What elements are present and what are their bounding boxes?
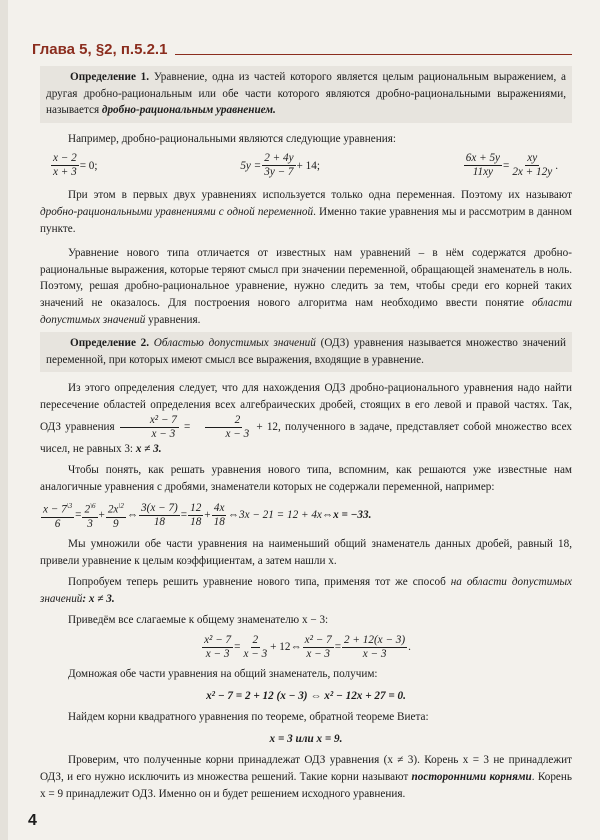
- fraction-denominator: x − 3: [306, 647, 331, 660]
- fraction-numerator: [106, 500, 126, 518]
- definition-2-box: [40, 332, 572, 372]
- period: .: [408, 641, 411, 654]
- fraction-denominator: 11xy: [472, 166, 494, 179]
- paragraph-multiply-denominator: Домножая обе части уравнения на общий знаменатель, получим:: [68, 667, 378, 680]
- odz-fraction-2: [196, 414, 252, 441]
- fraction-denominator: 18: [190, 516, 202, 529]
- fraction-numerator: x² − 7: [120, 414, 179, 428]
- numerator-text: 2x: [107, 504, 119, 517]
- equals-sign: =: [334, 641, 342, 654]
- fraction-numerator: 4x: [213, 502, 225, 515]
- plus-term: + 12: [270, 641, 291, 654]
- chain-step-linear: 3x − 21 = 12 + 4x: [238, 509, 322, 522]
- roots-equation: x = 3 или x = 9.: [269, 732, 343, 745]
- fraction-numerator: 2: [205, 414, 243, 428]
- chain-fraction-5: [188, 502, 203, 529]
- common-fraction-c: [303, 634, 334, 661]
- fraction-denominator: 18: [153, 516, 165, 529]
- definition-2-text: (ОДЗ) уравнения называется множество значений переменной, при которых имеют смысл все выражения, входящие в уравнение.: [46, 337, 566, 366]
- example-3: [463, 152, 558, 179]
- common-fraction-d: [342, 634, 407, 661]
- numerator-text: x − 7: [43, 504, 67, 517]
- paragraph-odz: [40, 380, 572, 457]
- example-equation-chain: [40, 500, 572, 531]
- odz-condition: x ≠ 3.: [135, 442, 162, 455]
- definition-2: [46, 335, 566, 368]
- fraction-numerator: 3(x − 7): [141, 502, 178, 515]
- paragraph-recall: Чтобы понять, как решать уравнения нового типа, вспомним, как решаются уже известные нам аналогичные уравнения с дробями, знаменатели которых не содержали переменной, например:: [40, 464, 572, 493]
- definition-1-box: [40, 66, 572, 123]
- chain-fraction-1: [41, 500, 74, 531]
- multiplier-mark: \6: [90, 502, 96, 511]
- example-2-lhs: 5y =: [240, 159, 262, 172]
- fraction-numerator: [41, 500, 74, 518]
- fraction-numerator: x² − 7: [204, 633, 232, 646]
- example-3-rest: .: [555, 159, 558, 172]
- chapter-header: [32, 38, 572, 58]
- fraction-denominator: 9: [113, 518, 119, 531]
- equivalence-arrow: ⇔: [321, 509, 334, 522]
- fraction-numerator: 2 + 4y: [264, 152, 294, 165]
- chain-fraction-4: [139, 502, 180, 529]
- fraction-denominator: x − 3: [225, 427, 250, 440]
- paragraph-common-denominator: Приведём все слагаемые к общему знаменателю x − 3:: [68, 614, 329, 627]
- fraction-numerator: 2 + 12(x − 3): [344, 633, 406, 646]
- paragraph-check: [40, 752, 572, 802]
- equals-sign: =: [503, 159, 510, 172]
- definition-1: [46, 69, 566, 119]
- fraction-denominator: 18: [213, 516, 225, 529]
- example-1-rest: = 0;: [79, 159, 98, 172]
- page-edge-shadow: [0, 0, 8, 840]
- examples-equations: [40, 152, 572, 179]
- plus-sign: +: [204, 509, 211, 522]
- multiplier-mark: \2: [118, 502, 124, 511]
- example-2-rest: + 14;: [296, 159, 320, 172]
- fraction-numerator: [82, 500, 97, 518]
- example-1-fraction: [51, 152, 79, 179]
- fraction-numerator: 2: [252, 633, 259, 646]
- fraction-denominator: x − 3: [243, 647, 268, 660]
- equals-sign: =: [234, 641, 241, 654]
- paragraph-vieta: Найдем корни квадратного уравнения по теореме, обратной теореме Виета:: [68, 711, 429, 724]
- fraction-denominator: x + 3: [53, 166, 77, 179]
- fraction-numerator: x − 2: [53, 152, 77, 165]
- equals-sign: =: [179, 420, 195, 433]
- bold-term: посторонними корнями: [411, 770, 532, 783]
- fraction-denominator: 3: [87, 518, 93, 531]
- paragraph-tail: , полученного в задаче, представляет собой множество всех чисел, не равных 3:: [40, 420, 572, 455]
- fraction-denominator: 2x + 12y: [512, 166, 553, 179]
- paragraph-try: [40, 574, 572, 607]
- paragraph-tail: уравнения.: [145, 313, 201, 326]
- italic-term: области допустимых значений: [40, 296, 572, 326]
- paragraph-text: Уравнение нового типа отличается от известных нам уравнений – в нём содержатся дробно-рациональные выражения, которые теряют смысл при значении переменной, обращающей знаменатель в ноль. Поэтому, решая дробно-рациональное уравнение, нужно следить за тем, чтобы среди его корней таких значений не оказалось. Для построения нового алгоритма нам необходимо ввести понятие: [40, 247, 572, 309]
- definition-1-term: дробно-рациональным уравнением.: [101, 104, 276, 117]
- equivalence-arrow: ⇔: [227, 509, 239, 522]
- paragraph-new-type: [40, 245, 572, 328]
- paragraph-text: Попробуем теперь решить уравнение нового типа, применяя тот же способ: [68, 576, 451, 589]
- fraction-denominator: x − 3: [362, 647, 387, 660]
- example-2: [240, 152, 320, 179]
- fraction-numerator: 12: [190, 502, 202, 515]
- odz-fraction-1: [120, 414, 179, 441]
- paragraph-one-variable: [40, 187, 572, 237]
- equivalence-arrow: ⇔: [126, 509, 139, 522]
- equals-sign: =: [180, 509, 188, 522]
- paragraph-tail: . Корень x = 9 принадлежит ОДЗ. Именно он и будет решением исходного уравнения.: [40, 770, 572, 800]
- page-number: 4: [28, 812, 37, 829]
- paragraph-text: Из этого определения следует, что для нахождения ОДЗ дробно-рационального уравнения надо найти пересечение областей определения всех алгебраических дробей, стоящих в его левой и правой частях. Так, ОДЗ уравнения: [40, 382, 572, 433]
- definition-1-label: Определение 1.: [70, 71, 150, 83]
- fraction-denominator: x − 3: [151, 427, 176, 440]
- fraction-numerator: xy: [527, 152, 538, 165]
- equivalence-arrow: ⇔: [290, 641, 302, 654]
- paragraph-multiply: Мы умножили обе части уравнения на наименьший общий знаменатель данных дробей, равный 18, привели уравнение к целым коэффициентам, а затем нашли x.: [40, 538, 572, 567]
- chain-result: x = −33.: [333, 509, 372, 522]
- definition-1-text: Уравнение, одна из частей которого является целым рациональным выражением, а другая дробно-рациональным или обе части которого являются дробно-рациональными выражениями, называется: [46, 71, 566, 117]
- example-3-fraction-left: [464, 152, 502, 179]
- fraction-numerator: 6x + 5y: [465, 152, 501, 165]
- equals-sign: =: [75, 509, 82, 522]
- examples-intro: Например, дробно-рациональными являются следующие уравнения:: [68, 132, 396, 145]
- chain-fraction-6: [212, 502, 227, 529]
- chain-fraction-2: [82, 500, 97, 531]
- fraction-denominator: 6: [54, 518, 61, 531]
- common-fraction-a: [202, 634, 233, 661]
- header-rule: [175, 54, 572, 55]
- plus-term: + 12: [252, 420, 279, 433]
- paragraph-text: Проверим, что полученные корни принадлежат ОДЗ уравнения (x ≠ 3). Корень x = 3 не принадлежит ОДЗ, и его нужно исключить из множества решений. Такие корни называют: [40, 754, 572, 783]
- definition-2-label: Определение 2.: [70, 337, 150, 350]
- fraction-denominator: x − 3: [205, 647, 230, 660]
- odz-condition: : x ≠ 3.: [82, 592, 115, 605]
- example-3-fraction-right: [510, 152, 554, 179]
- example-1: [50, 152, 98, 179]
- page-content: [40, 62, 572, 802]
- fraction-denominator: 3y − 7: [264, 166, 294, 179]
- italic-term: дробно-рациональными уравнениями с одной переменной: [40, 205, 314, 218]
- paragraph-tail: . Именно такие уравнения мы и рассмотрим в данном пункте.: [40, 205, 572, 235]
- chapter-title: Глава 5, §2, п.5.2.1: [32, 41, 168, 58]
- common-denominator-equation: [40, 634, 572, 661]
- common-fraction-b: [241, 634, 269, 661]
- paragraph-text: При этом в первых двух уравнениях используется только одна переменная. Поэтому их называют: [68, 189, 572, 202]
- fraction-numerator: x² − 7: [304, 633, 332, 646]
- chain-fraction-3: [106, 500, 126, 531]
- quadratic-equation: x² − 7 = 2 + 12 (x − 3) ⇔ x² − 12x + 27 = 0.: [206, 689, 406, 702]
- multiplier-mark: \3: [66, 502, 73, 511]
- italic-term: на области допустимых значений: [40, 576, 572, 605]
- example-2-fraction: [262, 152, 295, 179]
- plus-sign: +: [98, 509, 105, 522]
- numerator-text: 2: [84, 504, 91, 517]
- definition-2-term: Областью допустимых значений: [153, 337, 316, 350]
